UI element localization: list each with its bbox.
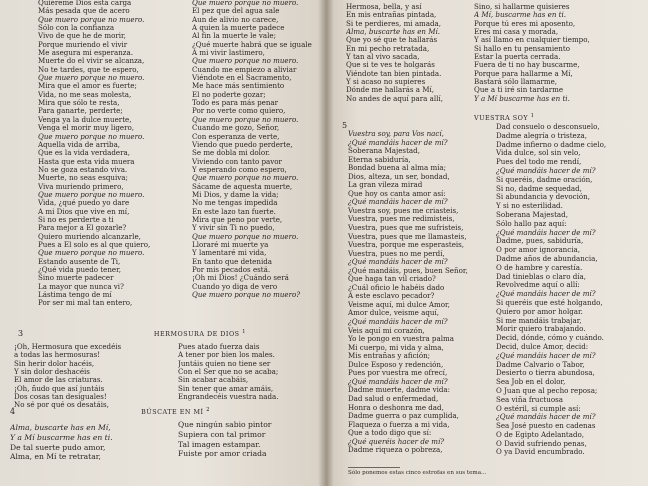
verse-line: Sea Job en el dolor, bbox=[496, 378, 566, 387]
verse-line: En mi pecho retratada, bbox=[346, 44, 430, 53]
verse-line: Vivo de que he de morir, bbox=[38, 32, 126, 41]
verse-line: Vida, no me seas molesta, bbox=[38, 90, 132, 99]
verse-line: Mis entrañas y afición; bbox=[348, 352, 431, 361]
section-5-column-1 bbox=[348, 130, 496, 455]
verse-line: Porque muriendo el vivir bbox=[38, 40, 128, 49]
section-title bbox=[154, 328, 246, 338]
verse-line: Dadme Calvario o Tabor, bbox=[496, 360, 585, 369]
verse-line: Viéndote tan bien pintada. bbox=[346, 69, 442, 78]
verse-line: Flaqueza o fuerza a mi vida, bbox=[348, 420, 450, 429]
section-3-column-1 bbox=[14, 343, 164, 410]
verse-line: Si queréis que esté holgando, bbox=[496, 298, 603, 307]
verse-line: Estar la puerta cerrada. bbox=[474, 53, 561, 62]
verse-line: De tal suerte pudo amor, bbox=[10, 442, 106, 452]
verse-line: Por ser mi mal tan entero, bbox=[38, 299, 133, 308]
verse-line: O ya David encumbrado. bbox=[496, 448, 585, 457]
verse-line: Eres mi casa y morada, bbox=[474, 28, 559, 37]
verse-line: ¿Qué mandáis hacer de mí? bbox=[348, 377, 448, 386]
verse-line: Quiero por amor holgar. bbox=[496, 307, 583, 316]
verse-line: Veisme aquí, mi dulce Amor, bbox=[348, 300, 450, 309]
verse-line: Que ningún sabio pintor bbox=[178, 420, 272, 429]
verse-line: Que muero porque no muero. bbox=[38, 15, 145, 24]
verse-line: Si queréis, dadme oración, bbox=[496, 175, 593, 184]
verse-line: Por mis pecados está. bbox=[192, 266, 271, 274]
verse-line: A este esclavo pecador? bbox=[348, 292, 435, 301]
verse-line: Vuestra, pues que me llamasteis, bbox=[348, 232, 467, 241]
right-poem-column-1 bbox=[346, 3, 464, 103]
section-5-column-2 bbox=[496, 123, 646, 457]
verse-line: Dadme riqueza o pobreza, bbox=[348, 446, 443, 455]
verse-line: Hasta que esta vida muera bbox=[38, 157, 135, 166]
verse-line: Que muero porque no muero. bbox=[192, 232, 299, 241]
verse-line: Mira que sólo te resta, bbox=[38, 99, 120, 108]
verse-line: ¡Oh, ñudo que así juntáis bbox=[14, 384, 105, 393]
verse-line: O de Egipto Adelantado, bbox=[496, 430, 585, 439]
verse-line: Que muero porque no muero. bbox=[192, 115, 299, 124]
verse-line: Dos cosas tan desiguales! bbox=[14, 393, 107, 402]
verse-line: Dadme muerte, dadme vida: bbox=[348, 386, 451, 395]
verse-line: ¿Qué vida puedo tener, bbox=[38, 266, 121, 274]
verse-line: Fuiste por amor criada bbox=[178, 449, 267, 459]
verse-line: ¿Qué mandáis hacer de mí? bbox=[348, 138, 448, 147]
verse-line: Bondad buena al alma mía; bbox=[348, 164, 447, 173]
verse-line: Para ganarte, perderte; bbox=[38, 107, 123, 116]
verse-line: Venga ya la dulce muerte, bbox=[38, 115, 132, 124]
verse-line: Cuando me empiezo a aliviar bbox=[192, 65, 297, 74]
verse-line: Que a ti iré sin tardarme bbox=[474, 86, 564, 95]
verse-line: Vuestra, pues que me sufristeis, bbox=[348, 224, 464, 233]
verse-line: Morir quiero trabajando. bbox=[496, 325, 586, 334]
verse-line: Sea José puesto en cadenas bbox=[496, 422, 596, 431]
verse-line: Y así llamo en cualquier tiempo, bbox=[474, 36, 590, 45]
verse-line: Que muero porque no muero. bbox=[38, 190, 145, 199]
footnote-marker: 1 bbox=[530, 113, 535, 119]
verse-line: ¿Qué muerte habrá que se iguale bbox=[192, 40, 312, 49]
verse-line: Bastará sólo llamarme, bbox=[474, 78, 558, 87]
verse-line: Quiéreme Dios esta carga bbox=[38, 0, 132, 7]
verse-line: Sino muerte padecer bbox=[38, 274, 114, 283]
book-gutter bbox=[318, 0, 334, 486]
section-title-text: HERMOSURA DE DIOS bbox=[153, 330, 240, 339]
footnote-area bbox=[348, 465, 486, 477]
verse-line: Estando ausente de Ti, bbox=[38, 257, 121, 266]
verse-line: Quiero muriendo alcanzarle, bbox=[38, 232, 141, 241]
verse-line: ¿Qué mandáis hacer de mí? bbox=[496, 290, 596, 299]
verse-line: Y esperando como espero, bbox=[192, 165, 287, 174]
verse-line: Que muero porque no muero. bbox=[38, 249, 145, 258]
left-poem-column-2 bbox=[192, 0, 322, 299]
verse-line: Sin acabar acabáis, bbox=[178, 376, 249, 385]
verse-line: Tal imagen estampar. bbox=[178, 439, 261, 449]
section-title-text: VUESTRA SOY bbox=[474, 114, 529, 123]
verse-line: Me asegura mi esperanza. bbox=[38, 49, 134, 58]
verse-line: Que muero porque no muero. bbox=[38, 132, 145, 141]
verse-line: Que muero porque no muero. bbox=[192, 174, 299, 183]
verse-line: Todo es para más penar bbox=[192, 99, 279, 108]
verse-line: No me tengas impedida bbox=[192, 199, 278, 208]
verse-line: Se me dobla mi dolor. bbox=[192, 149, 271, 158]
verse-line: Dónde me hallarás a Mí, bbox=[346, 86, 435, 95]
verse-line: Sea viña fructuosa bbox=[496, 395, 563, 404]
footnote-marker: 1 bbox=[242, 329, 246, 335]
verse-line: Cuando yo diga de vero bbox=[192, 282, 278, 291]
verse-line: Si te perdieres, mi amada, bbox=[346, 19, 442, 28]
verse-line: Vuestra soy, pues me criasteis, bbox=[348, 206, 459, 215]
verse-line: ¡Oh, Hermosura que excedéis bbox=[14, 343, 122, 351]
verse-line: La mayor que nunca vi? bbox=[38, 282, 124, 291]
footnote-rule bbox=[348, 467, 400, 468]
verse-line: ¿Cuál oficio le habéis dado bbox=[348, 283, 445, 292]
verse-line: El pez que del agua sale bbox=[192, 7, 280, 16]
verse-line: Muerte do el vivir se alcanza, bbox=[38, 57, 145, 66]
verse-line: Viva muriendo primero, bbox=[38, 182, 124, 191]
verse-line: Yo le pongo en vuestra palma bbox=[348, 335, 454, 344]
footnote-text: Sólo ponemos estas cinco estrofas en sus tema... bbox=[348, 470, 487, 476]
verse-line: Más pesada que de acero bbox=[38, 7, 130, 16]
verse-line: Si abundancia y devoción, bbox=[496, 193, 590, 202]
verse-line: ¿Qué mandáis hacer de mí? bbox=[348, 198, 448, 207]
verse-line: O por amor ignorancia, bbox=[496, 246, 580, 255]
verse-line: ¿Qué mandáis hacer de mí? bbox=[496, 351, 596, 360]
section-4-column-2 bbox=[178, 420, 318, 459]
verse-line: Dadme infierno o dadme cielo, bbox=[496, 140, 607, 149]
verse-line: Si hallo en tu pensamiento bbox=[474, 44, 571, 53]
verse-line: Revolvedme aquí o allí: bbox=[496, 281, 580, 290]
verse-line: No andes de aquí para allí, bbox=[346, 94, 443, 103]
verse-line: Y a Mí buscarme has en ti. bbox=[10, 432, 113, 442]
verse-line: Al fin la muerte le vale; bbox=[192, 32, 276, 41]
verse-line: Y vivir sin Ti no puedo, bbox=[192, 224, 275, 233]
verse-line: Que haga tan vil criado? bbox=[348, 275, 436, 284]
section-title-text: BÚSCATE EN MÍ bbox=[141, 408, 204, 417]
section-number: 4 bbox=[10, 407, 16, 417]
verse-line: Y a Mí buscarme has en ti. bbox=[474, 94, 570, 103]
verse-line: Vida dulce, sol sin velo, bbox=[496, 149, 581, 158]
section-title bbox=[474, 112, 535, 122]
verse-line: Dad salud o enfermedad, bbox=[348, 394, 439, 403]
verse-line: Vuestra, pues me redimisteis, bbox=[348, 215, 455, 224]
verse-line: Sin herir dolor hacéis, bbox=[14, 359, 95, 368]
verse-line: Dadme alegría o tristeza, bbox=[496, 131, 587, 140]
verse-line: O estéril, si cumple así: bbox=[496, 404, 581, 413]
verse-line: Que muero porque no muero. bbox=[192, 0, 299, 7]
verse-line: Que yo sé que te hallarás bbox=[346, 36, 438, 45]
verse-line: En este lazo tan fuerte. bbox=[192, 207, 276, 216]
verse-line: Amor dulce, veisme aquí, bbox=[348, 309, 439, 318]
verse-line: Si me mandáis trabajar, bbox=[496, 316, 582, 325]
verse-line: Viendo que puedo perderte, bbox=[192, 140, 293, 149]
verse-line: O de hambre y carestía. bbox=[496, 263, 583, 272]
verse-line: Dadme guerra o paz cumplida, bbox=[348, 412, 459, 421]
verse-line: Alma, buscarte has en Mí. bbox=[346, 28, 441, 37]
footnote-marker: 2 bbox=[206, 407, 210, 413]
verse-line: Que muero porque no muero. bbox=[192, 57, 299, 66]
verse-line: O Juan que al pecho reposa; bbox=[496, 386, 598, 395]
verse-line: Con esperanza de verte, bbox=[192, 132, 280, 141]
verse-line: ¿Qué mandáis hacer de mí? bbox=[348, 318, 448, 327]
verse-line: El no poderte gozar; bbox=[192, 90, 266, 99]
verse-line: Si no, dadme sequedad, bbox=[496, 184, 582, 193]
right-poem-column-2 bbox=[474, 3, 644, 103]
verse-line: Desierto o tierra abundosa, bbox=[496, 369, 595, 378]
verse-line: Y lamentaré mi vida, bbox=[192, 249, 267, 258]
verse-line: Porque tú eres mi aposento, bbox=[474, 19, 576, 28]
verse-line: Sólo hallo paz aquí: bbox=[496, 219, 567, 228]
verse-line: O David sufriendo penas, bbox=[496, 439, 587, 448]
verse-line: Que hoy os canta amor así: bbox=[348, 189, 446, 198]
verse-line: Vuestra, porque me esperasteis, bbox=[348, 241, 465, 250]
verse-line: Pues por vuestra me ofrecí, bbox=[348, 369, 448, 378]
verse-line: Vida, ¿qué puedo yo dare bbox=[38, 199, 130, 208]
verse-line: a todas las hermosuras! bbox=[14, 351, 101, 360]
verse-line: Y sin dolor deshacéis bbox=[14, 368, 90, 377]
verse-line: Supiera con tal primor bbox=[178, 429, 266, 439]
verse-line: Para mejor a Él gozarle? bbox=[38, 224, 127, 233]
verse-line: Fuera de ti no hay buscarme, bbox=[474, 61, 580, 70]
section-number: 3 bbox=[18, 329, 24, 339]
verse-line: Juntáis quien no tiene ser bbox=[178, 359, 271, 368]
verse-line: Decid, dónde, cómo y cuándo. bbox=[496, 334, 604, 343]
verse-line: Muerte, no seas esquiva; bbox=[38, 174, 128, 183]
section-4-column-1 bbox=[10, 423, 170, 462]
verse-line: Hermosa, bella, y así bbox=[346, 3, 422, 11]
verse-line: ¿Qué mandáis hacer de mí? bbox=[348, 258, 448, 267]
right-page bbox=[326, 0, 648, 486]
verse-line: Dulce Esposo y redención, bbox=[348, 360, 444, 369]
verse-line: Cuando me gozo, Señor, bbox=[192, 124, 280, 133]
verse-line: No se goza estando viva. bbox=[38, 165, 128, 174]
verse-line: Y si no esterilidad. bbox=[496, 202, 563, 211]
verse-line: Que es la vida verdadera, bbox=[38, 149, 130, 158]
verse-line: Venga el morir muy ligero, bbox=[38, 124, 135, 133]
verse-line: Viéndote en el Sacramento, bbox=[192, 74, 292, 83]
verse-line: ¿Qué mandáis hacer de mí? bbox=[496, 228, 596, 237]
verse-line: Mi Dios, y dame la vida; bbox=[192, 190, 279, 199]
verse-line: Alma, en Mí te retratar, bbox=[10, 452, 101, 462]
verse-line: Por no verte como quiero, bbox=[192, 107, 286, 116]
verse-line: Dad consuelo o desconsuelo, bbox=[496, 123, 600, 131]
verse-line: Sácame de aquesta muerte, bbox=[192, 182, 293, 191]
section-heading-4 bbox=[10, 406, 210, 416]
verse-line: Con el Ser que no se acaba; bbox=[178, 368, 279, 377]
left-poem-column-1 bbox=[38, 0, 188, 308]
verse-line: Y tan al vivo sacada, bbox=[346, 53, 420, 62]
verse-line: Si no es perderte a ti bbox=[38, 215, 114, 224]
verse-line: ¡Oh mi Dios! ¿Cuándo será bbox=[192, 274, 289, 283]
verse-line: A tener por bien los males. bbox=[178, 351, 275, 360]
verse-line: Sino, si hallarme quisieres bbox=[474, 3, 570, 11]
verse-line: Veis aquí mi corazón, bbox=[348, 326, 425, 335]
verse-line: A quien la muerte padece bbox=[192, 24, 285, 33]
verse-line: Que muero porque no muero? bbox=[192, 291, 301, 300]
verse-line: En tanto que detenida bbox=[192, 257, 272, 266]
verse-line: Dadme años de abundancia, bbox=[496, 254, 598, 263]
verse-line: El amor de las criaturas. bbox=[14, 376, 103, 385]
verse-line: Vuestra, pues no me perdí, bbox=[348, 249, 445, 258]
verse-line: ¿Qué mandáis hacer de mí? bbox=[496, 413, 596, 422]
verse-line: Pues atado fuerza dais bbox=[178, 343, 260, 351]
verse-line: Soberana Majestad, bbox=[496, 210, 568, 219]
verse-line: ¿Qué mandáis hacer de mí? bbox=[496, 166, 596, 175]
verse-line: Y si acaso no supieres bbox=[346, 78, 426, 87]
verse-line: ¿Qué mandáis, pues, buen Señor, bbox=[348, 266, 468, 275]
verse-line: Mi cuerpo, mi vida y alma, bbox=[348, 343, 444, 352]
verse-line: Vuestra soy, para Vos nací, bbox=[348, 130, 444, 138]
verse-line: No te tardes, que te espero, bbox=[38, 65, 139, 74]
verse-line: Dadme, pues, sabiduría, bbox=[496, 237, 584, 246]
verse-line: No sé por qué os desatáis, bbox=[14, 401, 109, 410]
verse-line: Aquella vida de arriba, bbox=[38, 140, 121, 149]
verse-line: ¿Qué queréis hacer de mí? bbox=[348, 437, 445, 446]
verse-line: Pues del todo me rendí, bbox=[496, 158, 582, 167]
verse-line: Decid, dulce Amor, decid: bbox=[496, 342, 589, 351]
section-3-column-2 bbox=[178, 343, 318, 401]
verse-line: Eterna sabiduría, bbox=[348, 155, 411, 164]
verse-line: A Mí, buscarme has en ti. bbox=[474, 11, 567, 20]
verse-line: Que muero porque no muero. bbox=[38, 74, 145, 83]
verse-line: Que a todo digo que sí: bbox=[348, 429, 432, 438]
verse-line: Aun de alivio no carece, bbox=[192, 15, 279, 24]
verse-line: Lloraré mi muerte ya bbox=[192, 240, 269, 249]
verse-line: Viviendo con tanto pavor bbox=[192, 157, 282, 166]
verse-line: Engrandecéis vuestra nada. bbox=[178, 393, 279, 402]
verse-line: Dios, alteza, un ser, bondad, bbox=[348, 172, 450, 181]
verse-line: Dad tinieblas o claro día, bbox=[496, 272, 587, 281]
verse-line: Me hace más sentimiento bbox=[192, 82, 285, 91]
verse-line: Soberana Majestad, bbox=[348, 147, 420, 156]
verse-line: A mi Dios que vive en mí, bbox=[38, 207, 130, 216]
verse-line: Mira que el amor es fuerte; bbox=[38, 82, 137, 91]
verse-line: Porque para hallarme a Mí, bbox=[474, 69, 573, 78]
verse-line: Sin tener que amar amáis, bbox=[178, 384, 274, 393]
verse-line: Lástima tengo de mí bbox=[38, 291, 112, 300]
verse-line: Alma, buscarte has en Mí, bbox=[10, 423, 111, 432]
verse-line: Sólo con la confianza bbox=[38, 24, 115, 33]
verse-line: Pues a Él solo es al que quiero, bbox=[38, 240, 151, 249]
verse-line: La gran vileza mirad bbox=[348, 181, 423, 190]
section-heading-3 bbox=[18, 328, 246, 338]
verse-line: Que si te ves te holgarás bbox=[346, 61, 435, 70]
verse-line: En mis entrañas pintada, bbox=[346, 11, 437, 20]
section-title bbox=[141, 406, 210, 416]
verse-line: Honra o deshonra me dad, bbox=[348, 403, 444, 412]
section-number: 5 bbox=[342, 121, 348, 130]
verse-line: Mira que peno por verte, bbox=[192, 215, 283, 224]
verse-line: A mi vivir lastimero, bbox=[192, 49, 265, 58]
